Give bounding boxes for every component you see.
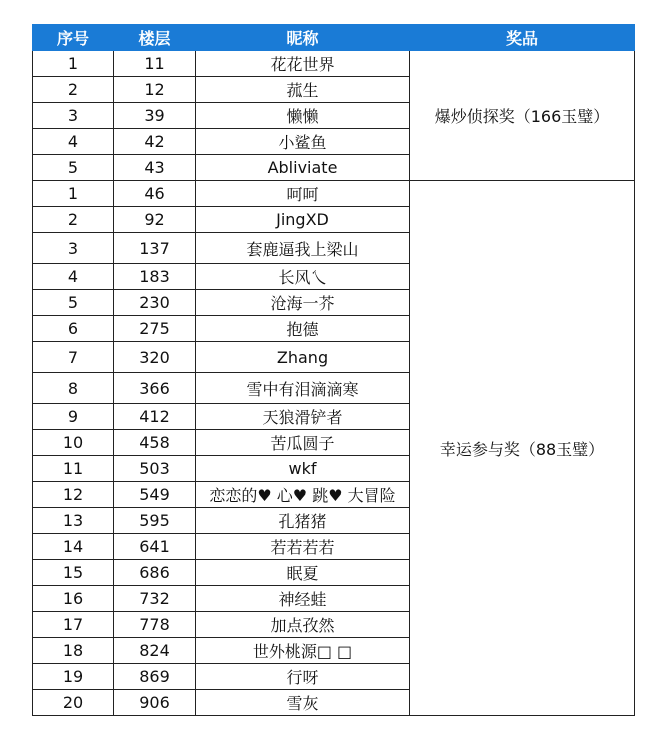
cell-floor: 732 [114,586,196,612]
cell-index: 1 [33,51,114,77]
cell-floor: 320 [114,342,196,373]
cell-index: 2 [33,77,114,103]
header-prize: 奖品 [410,25,635,51]
cell-floor: 12 [114,77,196,103]
cell-nickname: 长风乀 [196,264,410,290]
header-index: 序号 [33,25,114,51]
cell-nickname: 沧海一芥 [196,290,410,316]
cell-nickname: 花花世界 [196,51,410,77]
cell-prize: 爆炒侦探奖（166玉璧） [410,51,635,181]
cell-floor: 906 [114,690,196,716]
cell-index: 14 [33,534,114,560]
cell-prize: 幸运参与奖（88玉璧） [410,181,635,716]
cell-floor: 824 [114,638,196,664]
cell-index: 5 [33,155,114,181]
cell-index: 3 [33,103,114,129]
cell-floor: 549 [114,482,196,508]
cell-floor: 46 [114,181,196,207]
cell-index: 19 [33,664,114,690]
cell-nickname: 行呀 [196,664,410,690]
cell-nickname: Abliviate [196,155,410,181]
cell-floor: 137 [114,233,196,264]
cell-nickname: 苦瓜圆子 [196,430,410,456]
cell-nickname: 套鹿逼我上梁山 [196,233,410,264]
table-row [33,181,635,207]
cell-nickname: 恋恋的♥ 心♥ 跳♥ 大冒险 [196,482,410,508]
header-row [33,25,635,51]
cell-floor: 183 [114,264,196,290]
cell-floor: 641 [114,534,196,560]
cell-index: 11 [33,456,114,482]
cell-nickname: 神经蛙 [196,586,410,612]
cell-nickname: 雪灰 [196,690,410,716]
cell-index: 10 [33,430,114,456]
cell-index: 5 [33,290,114,316]
cell-index: 17 [33,612,114,638]
cell-index: 13 [33,508,114,534]
table-body [33,51,635,716]
cell-nickname: 菰生 [196,77,410,103]
cell-nickname: 若若若若 [196,534,410,560]
cell-nickname: 世外桃源□ □ [196,638,410,664]
cell-index: 9 [33,404,114,430]
cell-index: 15 [33,560,114,586]
cell-index: 16 [33,586,114,612]
cell-nickname: 抱德 [196,316,410,342]
cell-nickname: 加点孜然 [196,612,410,638]
cell-floor: 412 [114,404,196,430]
cell-index: 8 [33,373,114,404]
cell-nickname: 眠夏 [196,560,410,586]
cell-nickname: 懒懒 [196,103,410,129]
cell-floor: 869 [114,664,196,690]
cell-index: 1 [33,181,114,207]
cell-nickname: 天狼滑铲者 [196,404,410,430]
prize-table [32,24,635,716]
cell-index: 4 [33,264,114,290]
cell-nickname: Zhang [196,342,410,373]
cell-floor: 366 [114,373,196,404]
cell-index: 2 [33,207,114,233]
cell-floor: 503 [114,456,196,482]
cell-nickname: 孔猪猪 [196,508,410,534]
cell-floor: 778 [114,612,196,638]
cell-index: 4 [33,129,114,155]
cell-floor: 42 [114,129,196,155]
header-floor: 楼层 [114,25,196,51]
cell-floor: 39 [114,103,196,129]
cell-nickname: JingXD [196,207,410,233]
cell-floor: 230 [114,290,196,316]
cell-index: 18 [33,638,114,664]
cell-index: 3 [33,233,114,264]
cell-floor: 275 [114,316,196,342]
cell-floor: 11 [114,51,196,77]
cell-index: 20 [33,690,114,716]
cell-nickname: 雪中有泪滴滴寒 [196,373,410,404]
header-nickname: 昵称 [196,25,410,51]
cell-index: 7 [33,342,114,373]
table-row [33,51,635,77]
cell-floor: 686 [114,560,196,586]
cell-index: 12 [33,482,114,508]
cell-nickname: 小鲨鱼 [196,129,410,155]
cell-nickname: wkf [196,456,410,482]
cell-floor: 43 [114,155,196,181]
cell-floor: 595 [114,508,196,534]
cell-floor: 92 [114,207,196,233]
cell-index: 6 [33,316,114,342]
cell-floor: 458 [114,430,196,456]
cell-nickname: 呵呵 [196,181,410,207]
